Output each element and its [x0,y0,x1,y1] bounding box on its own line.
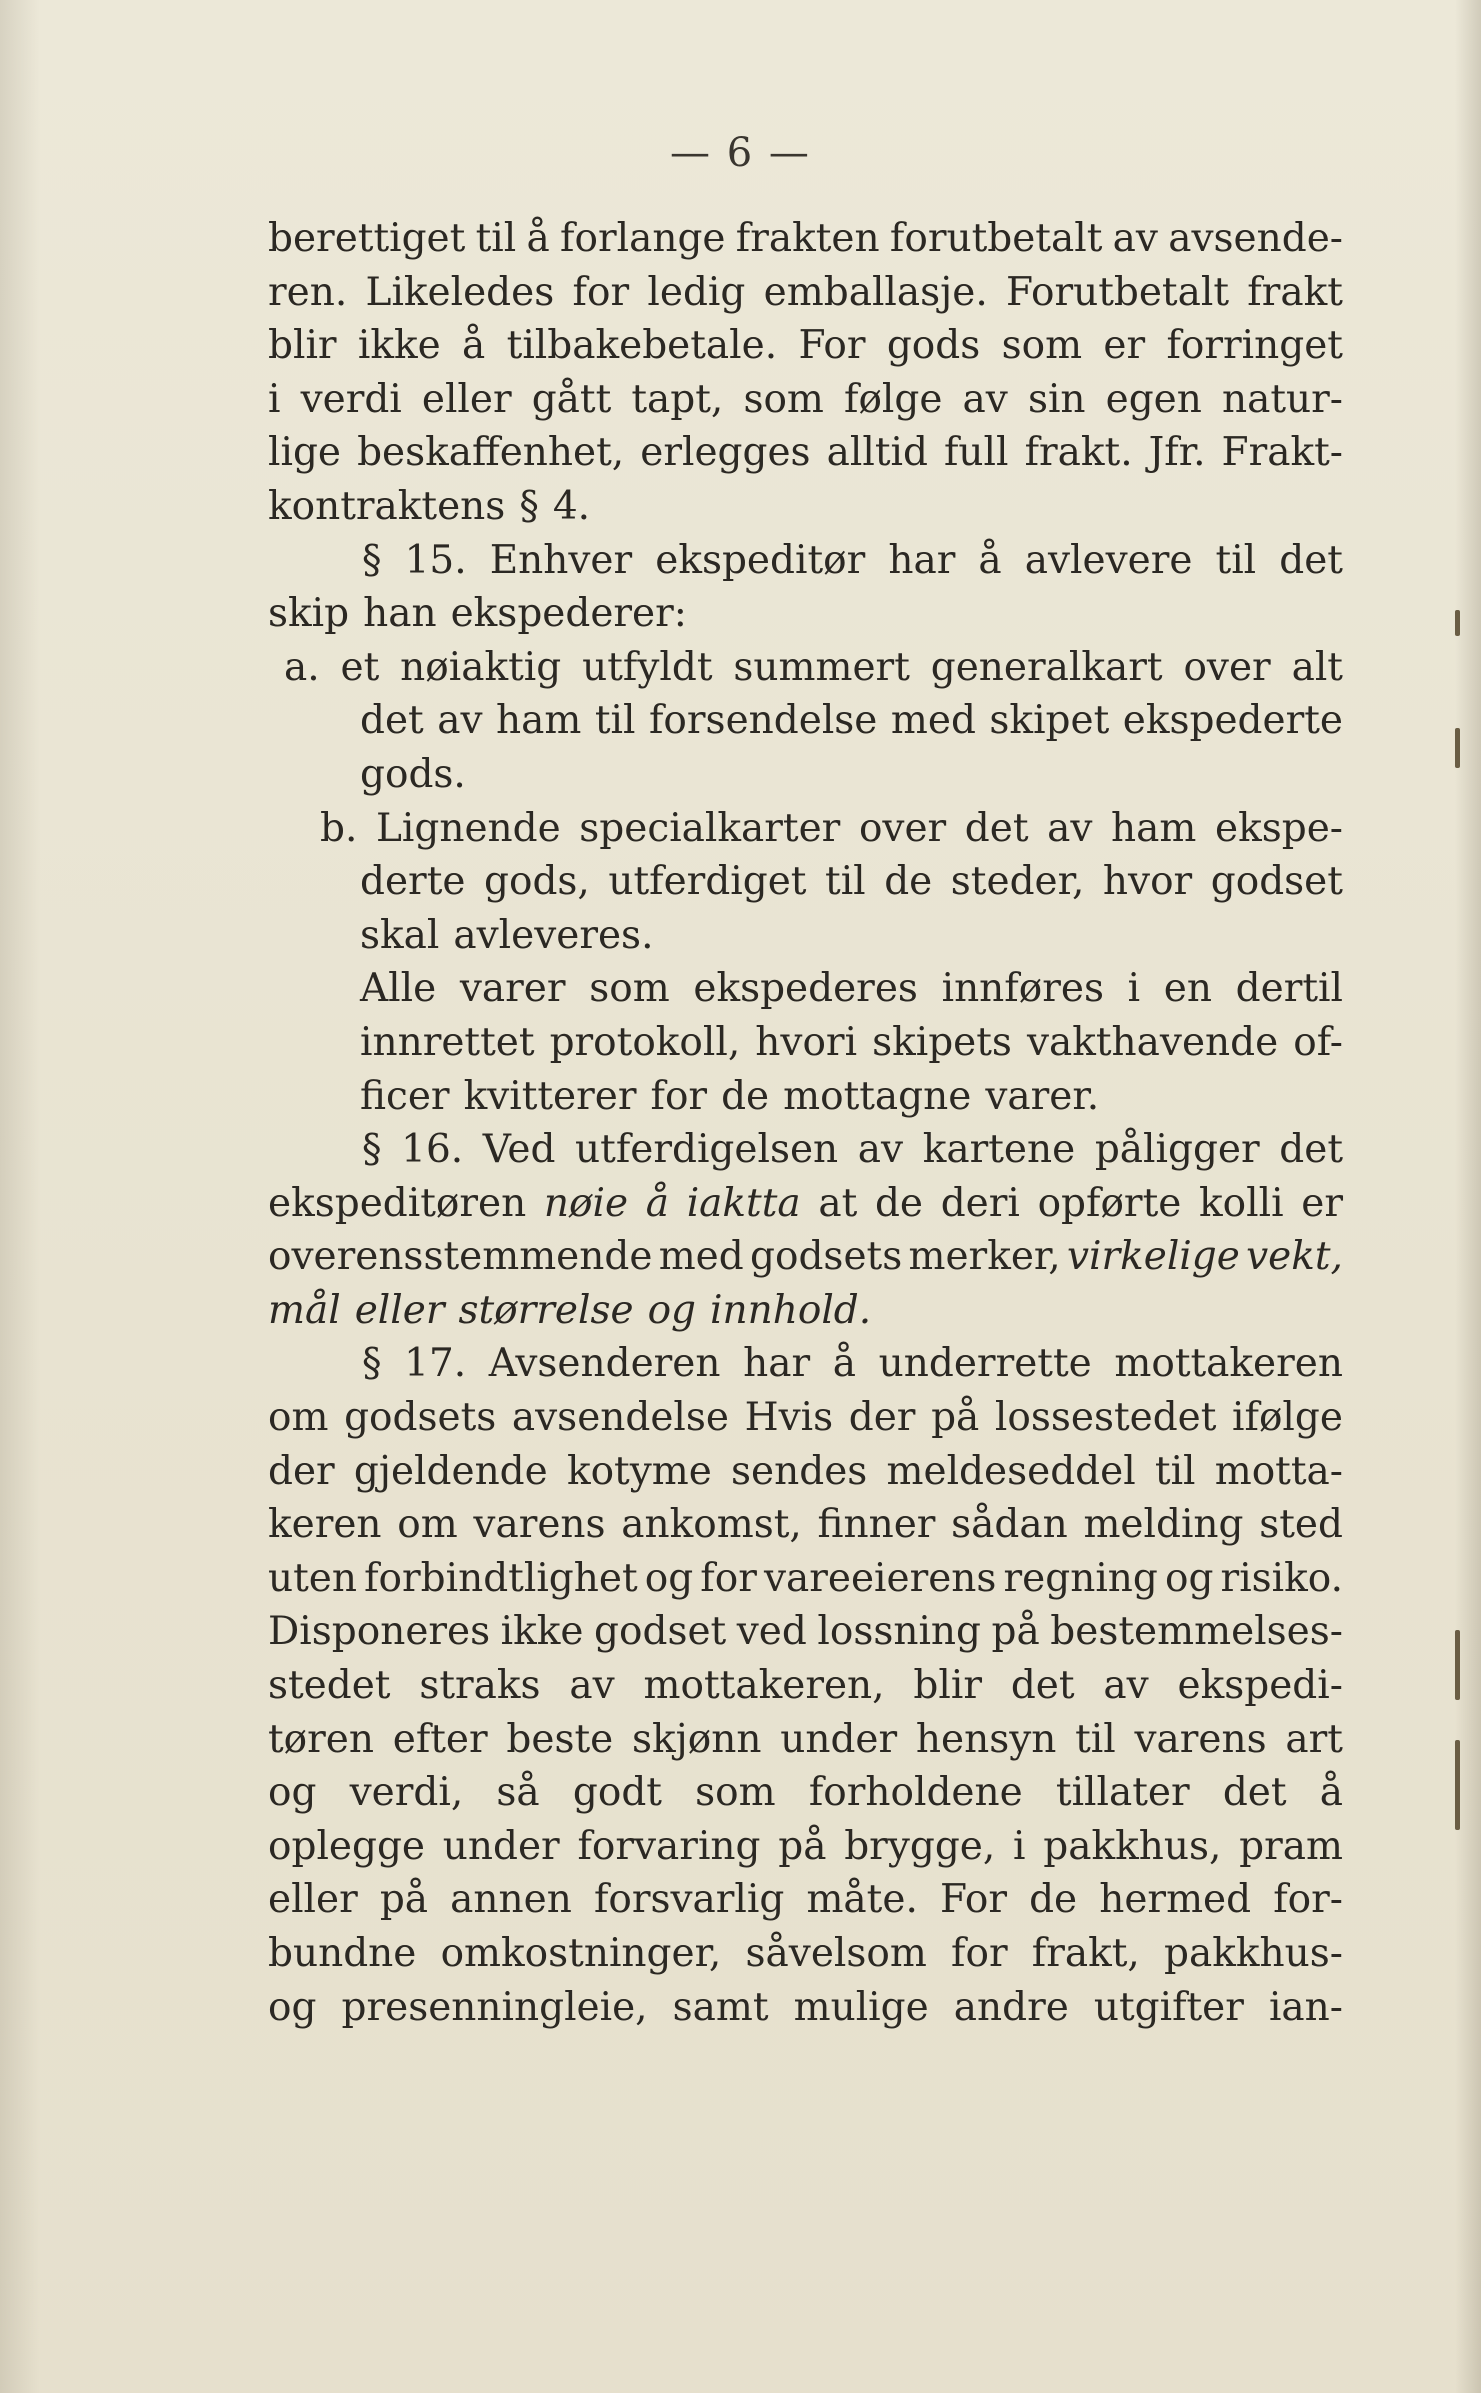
word: ekspe- [1215,805,1343,851]
word: ved [736,1609,807,1655]
word: Likeledes [365,269,555,315]
text-line [268,909,1343,963]
word: ren. [268,269,348,315]
word: innføres [941,966,1104,1012]
word: skjønn [631,1716,762,1762]
word: og [644,1555,694,1601]
word: mottakeren, [643,1663,885,1709]
word: kotyme [566,1448,712,1494]
word: forvaring [577,1823,761,1869]
word: et [340,644,380,690]
word: lossestedet [994,1395,1217,1441]
word: forlange [560,216,726,261]
word: frakt. [1024,430,1133,476]
word: tillater [1055,1770,1190,1816]
word: ankomst, [621,1502,802,1548]
word: å [462,323,486,369]
word: pram [1239,1823,1343,1869]
text-line [268,534,1343,588]
text-line [268,1177,1343,1231]
word: godset [594,1609,727,1655]
word: måte. [806,1877,918,1923]
word: påligger [1094,1127,1260,1173]
page-number: — 6 — [670,130,811,176]
text-line [268,855,1343,909]
body-text [268,212,1343,2034]
word: beskaffenhet, [357,430,625,476]
word: det [1010,1663,1075,1709]
text-line [268,319,1343,373]
word: på [991,1609,1040,1655]
word: mottagne [783,1073,972,1119]
word: i [1127,966,1141,1012]
word: såvelsom [745,1931,927,1976]
word: av [1047,805,1093,851]
word: i [268,376,281,422]
word: virkelige [1066,1234,1240,1280]
word: ikke [500,1609,584,1655]
word: alt [1291,644,1343,690]
word: summert [733,644,910,690]
text-line [268,748,1343,802]
word: til [825,859,866,905]
word: godsets [750,1234,903,1280]
word: har [888,537,956,583]
text-line [268,1445,1343,1499]
word: på [931,1395,980,1441]
word: andre [953,1984,1069,2030]
word: av [437,698,483,744]
paper-blemishes [1455,610,1469,1810]
word: å [1319,1770,1343,1816]
text-line [268,802,1343,856]
word: verdi, [349,1770,464,1816]
text-line [268,1981,1343,2035]
word: til [1154,1448,1196,1494]
word: gods [886,323,981,369]
word: eller [354,1287,445,1333]
word: utgifter [1093,1984,1244,2030]
word: lossning [817,1609,982,1655]
word: for [650,1073,708,1119]
word: å [526,216,550,261]
text-line [268,1552,1343,1606]
word: presenningleie, [341,1984,648,2030]
text-line [268,266,1343,320]
word: finner [817,1502,936,1548]
word: forsendelse [649,698,878,744]
text-line [268,694,1343,748]
word: for- [1273,1877,1343,1923]
text-line [268,1820,1343,1874]
word: av [857,1127,904,1173]
word: of- [1293,1019,1343,1065]
word: vareeierens [763,1555,997,1601]
word: blir [268,323,337,369]
word: utferdiget [608,859,807,905]
word: verdi [300,376,402,422]
word: til [1075,1716,1116,1762]
word: skal [360,912,440,958]
word: for [951,1931,1008,1976]
word: samt [672,1984,769,2030]
word: forsvarlig [593,1877,785,1923]
word: vekt, [1246,1234,1343,1280]
word: forringet [1166,323,1343,369]
word: og [647,1287,697,1333]
word: efter [392,1716,488,1762]
word: varens [473,1502,606,1548]
word: forbindtlighet [364,1555,638,1601]
word: straks [419,1663,541,1709]
word: med [658,1234,744,1280]
word: det [964,805,1029,851]
text-line [268,1337,1343,1391]
word: skip [268,591,350,637]
word: a. [284,644,320,690]
text-line [268,1766,1343,1820]
word: avsende- [1168,216,1343,261]
text-line [268,373,1343,427]
word: over [858,805,947,851]
word: iaktta [686,1180,801,1226]
text-line [268,1391,1343,1445]
text-line [268,212,1343,266]
word: sådan [951,1502,1068,1548]
word: mål [268,1287,341,1333]
word: generalkart [930,644,1163,690]
word: derte [360,859,466,905]
word: som [589,966,670,1012]
word: de [1029,1877,1078,1923]
word: ekspeditøren [268,1180,527,1226]
word: sin [1027,376,1086,422]
word: alltid [826,430,928,476]
word: melding [1083,1502,1244,1548]
word: det [1222,1770,1287,1816]
word: tilbakebetale. [506,323,778,369]
word: for [572,269,630,315]
text-line [268,426,1343,480]
word: å [645,1180,670,1226]
word: de [874,1180,924,1226]
word: mulige [793,1984,929,2030]
word: berettiget [268,216,466,261]
text-line [268,1284,1343,1338]
word: oplegge [268,1823,426,1869]
word: forholdene [808,1770,1023,1816]
word: der [848,1395,916,1441]
text-line [268,641,1343,695]
word: av [1112,216,1158,261]
word: brygge, [844,1823,996,1869]
word: med [890,698,976,744]
word: 16. [401,1127,464,1173]
word: hvori [755,1019,858,1065]
word: følge [844,376,943,422]
word: avlevere [1024,537,1193,583]
word: 4. [552,483,591,529]
word: skipet [989,698,1110,744]
word: han [363,591,437,637]
page-edge-shadow-left [0,0,40,2393]
word: overensstemmende [268,1234,653,1280]
word: Forutbetalt [1006,269,1229,315]
word: varens [1134,1716,1267,1762]
word: hensyn [915,1716,1057,1762]
word: og [268,1770,317,1816]
word: er [1103,323,1146,369]
word: så [496,1770,540,1816]
word: Lignende [375,805,561,851]
word: beste [506,1716,614,1762]
word: under [780,1716,898,1762]
word: ekspederer: [450,591,687,637]
word: hvor [1102,859,1193,905]
word: de [884,859,933,905]
word: 17. [404,1341,467,1387]
word: ham [496,698,582,744]
word: steder, [950,859,1085,905]
text-line [268,587,1343,641]
word: annen [450,1877,572,1923]
word: og [1165,1555,1214,1601]
word: ian- [1268,1984,1343,2030]
word: av [962,376,1008,422]
word: kontraktens [268,483,506,529]
word: merker, [908,1234,1061,1280]
word: under [442,1823,560,1869]
word: til [475,216,517,261]
word: som [743,376,824,422]
word: eller [421,376,512,422]
text-line [268,1230,1343,1284]
word: Enhver [489,537,633,583]
word: innhold. [710,1287,872,1333]
word: godset [1210,859,1343,905]
text-line [268,1070,1343,1124]
word: til [1215,537,1257,583]
word: gods. [360,751,466,797]
word: ekspeditør [655,537,866,583]
word: blir [913,1663,982,1709]
word: egen [1105,376,1202,422]
word: over [1183,644,1271,690]
word: om [397,1502,458,1548]
word: i [1013,1823,1026,1869]
word: b. [320,805,358,851]
word: der [268,1448,335,1494]
word: på [379,1877,429,1923]
word: godt [572,1770,662,1816]
word: stedet [268,1663,391,1709]
word: utfyldt [582,644,713,690]
text-line [268,1873,1343,1927]
word: gått [531,376,612,422]
word: Disponeres [268,1609,491,1655]
word: protokoll, [549,1019,741,1065]
word: full [944,430,1009,476]
word: av [1103,1663,1149,1709]
word: bundne [268,1931,417,1976]
word: § [519,483,539,529]
word: nøiaktig [400,644,562,690]
word: skipets [872,1019,1012,1065]
word: kvitterer [463,1073,637,1119]
word: For [798,323,866,369]
word: tøren [268,1716,374,1762]
word: Frakt- [1221,430,1343,476]
word: specialkarter [579,805,841,851]
word: vakthavende [1026,1019,1279,1065]
text-line [268,480,1343,534]
word: de [721,1073,770,1119]
word: ficer [360,1073,450,1119]
word: for [700,1555,757,1601]
word: kartene [922,1127,1076,1173]
word: meldeseddel [886,1448,1136,1494]
word: forutbetalt [889,216,1103,261]
text-line [268,1713,1343,1767]
word: avleveres. [453,912,654,958]
word: om [268,1395,329,1441]
word: til [594,698,636,744]
word: underrette [878,1341,1092,1387]
word: det [1279,1127,1343,1173]
word: eller [268,1877,358,1923]
word: risiko. [1220,1555,1343,1601]
text-line [268,962,1343,1016]
text-line [268,1498,1343,1552]
word: å [978,537,1002,583]
word: at [818,1180,858,1226]
word: gods, [484,859,590,905]
word: gjeldende [353,1448,548,1494]
word: innrettet [360,1019,535,1065]
word: kolli [1199,1180,1284,1226]
word: av [569,1663,615,1709]
word: å [832,1341,857,1387]
word: det [1279,537,1343,583]
word: deri [940,1180,1020,1226]
word: varer [459,966,566,1012]
word: en [1163,966,1212,1012]
word: er [1301,1180,1343,1226]
word: avsendelse [511,1395,729,1441]
word: omkostninger, [440,1931,722,1976]
word: emballasje. [763,269,988,315]
word: som [695,1770,776,1816]
word: frakten [735,216,880,261]
word: Alle [360,966,437,1012]
word: keren [268,1502,382,1548]
word: § [362,1127,382,1173]
word: på [778,1823,827,1869]
word: hermed [1099,1877,1252,1923]
word: 15. [404,537,467,583]
word: tapt, [631,376,724,422]
word: art [1285,1716,1343,1762]
word: lige [268,430,341,476]
word: natur- [1221,376,1343,422]
word: Hvis [744,1395,834,1441]
word: som [1001,323,1083,369]
word: varer. [985,1073,1100,1119]
word: Ved [482,1127,556,1173]
word: pakkhus, [1043,1823,1222,1869]
word: bestemmelses- [1050,1609,1343,1655]
text-line [268,1927,1343,1981]
text-line [268,1123,1343,1177]
word: § [362,1341,382,1387]
text-line [268,1659,1343,1713]
word: det [360,698,424,744]
word: mottakeren [1114,1341,1343,1387]
word: ifølge [1232,1395,1343,1441]
word: frakt, [1031,1931,1140,1976]
word: ekspederes [693,966,918,1012]
word: sendes [731,1448,868,1494]
word: sted [1259,1502,1343,1548]
word: regning [1003,1555,1158,1601]
word: For [939,1877,1007,1923]
word: størrelse [458,1287,634,1333]
word: motta- [1214,1448,1343,1494]
word: pakkhus- [1164,1931,1343,1976]
word: frakt [1247,269,1343,315]
word: utferdigelsen [575,1127,839,1173]
word: § [362,537,382,583]
word: og [268,1984,317,2030]
word: ekspederte [1122,698,1343,744]
word: Jfr. [1148,430,1206,476]
word: ikke [357,323,441,369]
word: erlegges [640,430,811,476]
word: nøie [543,1180,629,1226]
text-line [268,1016,1343,1070]
word: Avsenderen [488,1341,721,1387]
word: ledig [647,269,746,315]
word: uten [268,1555,357,1601]
word: ham [1111,805,1197,851]
word: godsets [344,1395,497,1441]
text-line [268,1605,1343,1659]
word: ekspedi- [1177,1663,1343,1709]
word: har [743,1341,811,1387]
word: opførte [1037,1180,1182,1226]
word: dertil [1235,966,1343,1012]
